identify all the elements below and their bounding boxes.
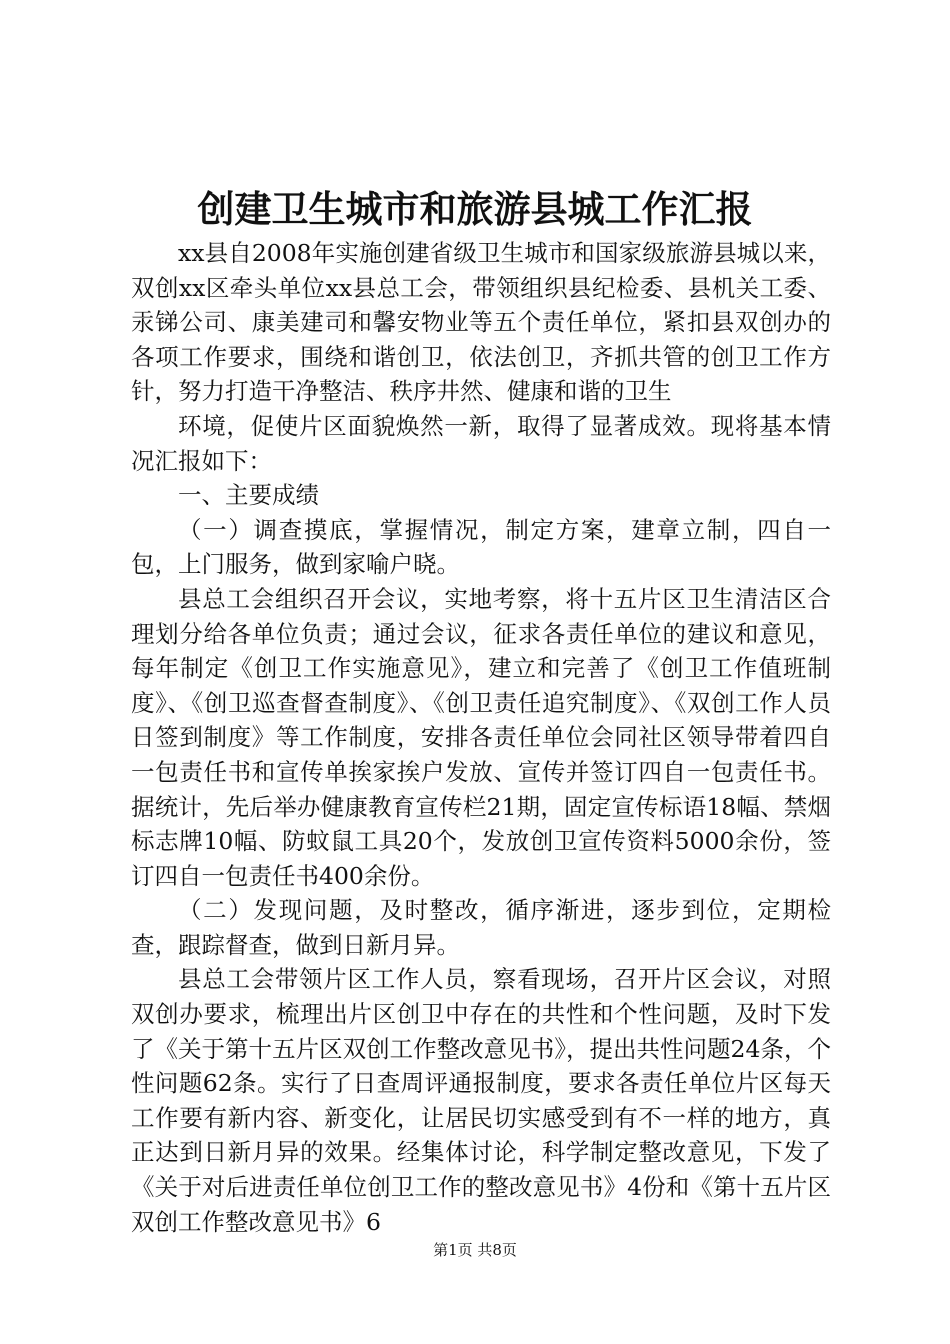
paragraph-intro-continued: 环境，促使片区面貌焕然一新，取得了显著成效。现将基本情况汇报如下： [131, 411, 831, 475]
document-title: 创建卫生城市和旅游县城工作汇报 [197, 187, 753, 231]
subheading-rectification: （二）发现问题，及时整改，循序渐进，逐步到位，定期检查，跟踪督查，做到日新月异。 [131, 896, 831, 959]
page-number-footer: 第1页 共8页 [433, 1241, 517, 1259]
paragraph-intro: xx县自2008年实施创建省级卫生城市和国家级旅游县城以来，双创xx区牵头单位xx县总工会，带领组织县纪检委、县机关工委、汞锑公司、康美建司和馨安物业等五个责任单位，紧扣县双创办的各项工作要求，围绕和谐创卫，依法创卫，齐抓共管的创卫工作方针，努力打造干净整洁、秩序井然、健康和谐的卫生 [131, 239, 831, 406]
paragraph-rectification-details: 县总工会带领片区工作人员，察看现场，召开片区会议，对照双创办要求，梳理出片区创卫中存在的共性和个性问题，及时下发了《关于第十五片区双创工作整改意见书》，提出共性问题24条，个性问题62条。实行了日查周评通报制度，要求各责任单位片区每天工作要有新内容、新变化，让居民切实感受到有不一样的地方，真正达到日新月异的效果。经集体讨论，科学制定整改意见，下发了《关于对后进责任单位创卫工作的整改意见书》4份和《第十五片区双创工作整改意见书》6 [131, 965, 831, 1236]
subheading-investigation: （一）调查摸底，掌握情况，制定方案，建章立制，四自一包，上门服务，做到家喻户晓。 [131, 515, 831, 579]
section-heading-main-achievements: 一、主要成绩 [178, 481, 319, 510]
paragraph-investigation-details: 县总工会组织召开会议，实地考察，将十五片区卫生清洁区合理划分给各单位负责；通过会议，征求各责任单位的建议和意见，每年制定《创卫工作实施意见》，建立和完善了《创卫工作值班制度》、《创卫巡查督查制度》、《创卫责任追究制度》、《双创工作人员日签到制度》等工作制度，安排各责任单位会同社区领导带着四自一包责任书和宣传单挨家挨户发放、宣传并签订四自一包责任书。据统计，先后举办健康教育宣传栏21期，固定宣传标语18幅、禁烟标志牌10幅、防蚊鼠工具20个，发放创卫宣传资料5000余份，签订四自一包责任书400余份。 [131, 584, 831, 890]
document-body [131, 236, 831, 1239]
